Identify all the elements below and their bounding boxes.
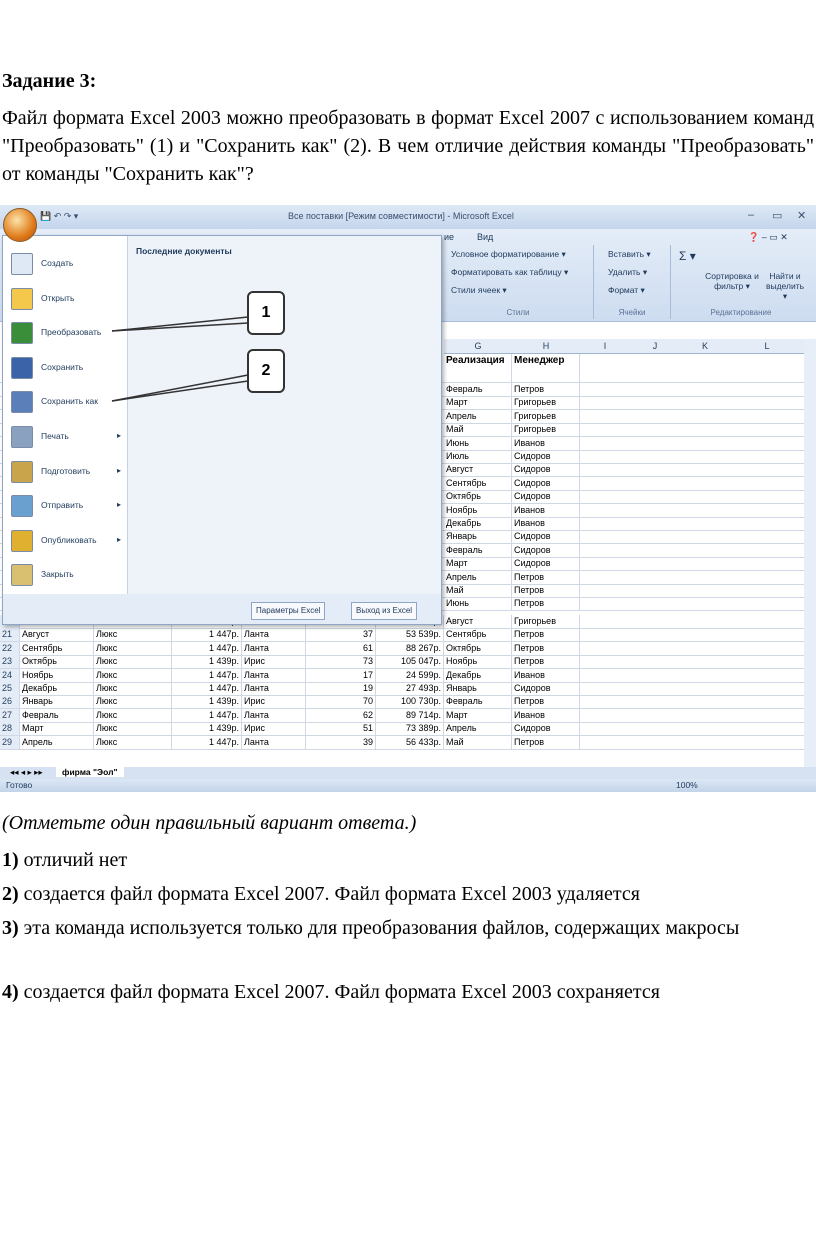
office-button[interactable]: [3, 208, 37, 242]
column-header[interactable]: H: [512, 339, 581, 354]
maximize-icon[interactable]: ▭: [772, 210, 783, 222]
table-cell[interactable]: Ирис: [242, 722, 306, 735]
send-icon: [11, 495, 33, 517]
editing-group: [671, 245, 811, 319]
table-cell[interactable]: Сентябрь: [444, 628, 512, 641]
table-cell[interactable]: Сидоров: [512, 544, 580, 557]
table-cell[interactable]: Люкс: [94, 682, 172, 695]
sheet-tabs-bar: [0, 767, 816, 779]
office-menu-item[interactable]: [3, 419, 127, 453]
table-cell[interactable]: Апрель: [444, 571, 512, 584]
table-cell[interactable]: Июль: [444, 450, 512, 463]
office-menu-item-label: Сохранить как: [41, 396, 98, 407]
answer-text: создается файл формата Excel 2007. Файл формата Excel 2003 удаляется: [23, 883, 640, 905]
column-header[interactable]: I: [580, 339, 631, 354]
table-cell[interactable]: Сидоров: [512, 530, 580, 543]
table-cell[interactable]: Февраль: [444, 695, 512, 708]
office-menu-item[interactable]: [3, 454, 127, 488]
table-cell[interactable]: Иванов: [512, 517, 580, 530]
table-cell[interactable]: Март: [444, 396, 512, 409]
table-cell[interactable]: Григорьев: [512, 423, 580, 436]
table-cell[interactable]: Петров: [512, 655, 580, 668]
table-cell[interactable]: Сентябрь: [20, 642, 94, 655]
ribbon-tab-partial[interactable]: ие: [444, 232, 455, 242]
cells-group: [594, 245, 671, 319]
save-icon: [11, 357, 33, 379]
table-cell[interactable]: Ланта: [242, 628, 306, 641]
table-row: [0, 695, 804, 709]
help-icon[interactable]: ❓ – ▭ ✕: [748, 232, 788, 242]
table-row: [0, 628, 804, 642]
table-cell[interactable]: 51: [306, 722, 376, 735]
table-cell[interactable]: 62: [306, 709, 376, 722]
table-cell[interactable]: Ланта: [242, 682, 306, 695]
submenu-arrow-icon: ▸: [117, 431, 122, 440]
table-cell[interactable]: Ноябрь: [20, 669, 94, 682]
table-cell[interactable]: 1 447р.: [172, 682, 242, 695]
table-cell[interactable]: Январь: [444, 682, 512, 695]
table-cell[interactable]: Октябрь: [20, 655, 94, 668]
table-cell[interactable]: Март: [444, 709, 512, 722]
table-cell[interactable]: Ирис: [242, 655, 306, 668]
table-cell[interactable]: 39: [306, 736, 376, 749]
table-row: [0, 709, 804, 723]
table-cell[interactable]: Ланта: [242, 736, 306, 749]
table-cell[interactable]: Декабрь: [444, 517, 512, 530]
close-doc-icon: [11, 564, 33, 586]
table-cell[interactable]: Сентябрь: [444, 477, 512, 490]
submenu-arrow-icon: ▸: [117, 465, 122, 475]
vertical-scrollbar[interactable]: [804, 339, 816, 767]
table-cell[interactable]: Петров: [512, 584, 580, 597]
find-select-button[interactable]: Найти и выделить ▾: [765, 271, 805, 301]
table-cell[interactable]: Февраль: [444, 383, 512, 396]
task-question: Файл формата Excel 2003 можно преобразовать в формат Excel 2007 с использованием команд "Преобразовать" (1) и "Сохранить как" (2). В чем отличие действия команды "Преобразовать" от команды "Сохранить как"?: [2, 107, 814, 185]
table-cell[interactable]: Ирис: [242, 695, 306, 708]
row-number[interactable]: 25: [0, 682, 20, 695]
table-cell[interactable]: Май: [444, 584, 512, 597]
table-cell[interactable]: Григорьев: [512, 615, 580, 628]
conditional-format-button[interactable]: Условное форматирование ▾: [451, 249, 566, 259]
table-cell[interactable]: Люкс: [94, 655, 172, 668]
office-menu-item-label: Опубликовать: [41, 534, 97, 545]
recent-documents-title: Последние документы: [136, 246, 232, 256]
row-number[interactable]: 22: [0, 642, 20, 655]
table-cell[interactable]: 1 439р.: [172, 695, 242, 708]
format-button[interactable]: Формат ▾: [608, 285, 645, 295]
table-cell[interactable]: 1 447р.: [172, 736, 242, 749]
table-cell[interactable]: Сидоров: [512, 490, 580, 503]
table-cell[interactable]: Сидоров: [512, 557, 580, 570]
answer-text: эта команда используется только для преобразования файлов, содержащих макросы: [23, 917, 740, 939]
row-number[interactable]: 21: [0, 628, 20, 641]
table-cell[interactable]: Май: [444, 423, 512, 436]
submenu-arrow-icon: ▸: [117, 500, 122, 510]
excel-titlebar: [0, 205, 816, 229]
table-cell[interactable]: Иванов: [512, 709, 580, 722]
table-cell[interactable]: Петров: [512, 628, 580, 641]
office-menu-item[interactable]: [3, 488, 127, 522]
format-as-table-button[interactable]: Форматировать как таблицу ▾: [451, 267, 569, 277]
office-menu-item[interactable]: [3, 315, 127, 349]
table-cell[interactable]: Октябрь: [444, 642, 512, 655]
table-cell[interactable]: 37: [306, 628, 376, 641]
table-row: [0, 682, 804, 696]
table-row: [0, 655, 804, 669]
answer-text: создается файл формата Excel 2007. Файл формата Excel 2003 сохраняется: [23, 981, 660, 1003]
office-menu-item[interactable]: [3, 523, 127, 557]
excel-screenshot: [0, 205, 816, 792]
table-cell[interactable]: 53 539р.: [376, 628, 444, 641]
table-cell[interactable]: 1 447р.: [172, 628, 242, 641]
table-cell[interactable]: 1 439р.: [172, 655, 242, 668]
table-cell[interactable]: Люкс: [94, 695, 172, 708]
office-menu-item-label: Преобразовать: [41, 327, 102, 338]
table-cell[interactable]: 73: [306, 655, 376, 668]
table-cell[interactable]: Ланта: [242, 642, 306, 655]
callout-2: 2: [247, 349, 285, 393]
office-menu-item[interactable]: [3, 281, 127, 315]
column-header[interactable]: K: [680, 339, 731, 354]
office-menu-commands: [3, 236, 128, 594]
column-header[interactable]: J: [630, 339, 681, 354]
table-cell[interactable]: Октябрь: [444, 490, 512, 503]
table-cell[interactable]: Февраль: [444, 544, 512, 557]
answer-2[interactable]: [2, 880, 814, 908]
answer-number: 1): [2, 849, 19, 871]
table-cell[interactable]: Март: [444, 557, 512, 570]
table-cell[interactable]: 1 439р.: [172, 722, 242, 735]
office-menu-item[interactable]: [3, 384, 127, 418]
header-cell[interactable]: Менеджер: [512, 354, 580, 382]
table-cell[interactable]: Сидоров: [512, 682, 580, 695]
table-cell[interactable]: Ноябрь: [444, 655, 512, 668]
table-cell[interactable]: 27 493р.: [376, 682, 444, 695]
table-cell[interactable]: Ноябрь: [444, 504, 512, 517]
table-cell[interactable]: 105 047р.: [376, 655, 444, 668]
excel-options-button[interactable]: Параметры Excel: [251, 602, 325, 620]
row-number[interactable]: 27: [0, 709, 20, 722]
table-cell[interactable]: 61: [306, 642, 376, 655]
table-cell[interactable]: Люкс: [94, 669, 172, 682]
table-cell[interactable]: Иванов: [512, 504, 580, 517]
table-cell[interactable]: Григорьев: [512, 410, 580, 423]
table-cell[interactable]: Иванов: [512, 669, 580, 682]
exit-excel-button[interactable]: Выход из Excel: [351, 602, 417, 620]
sum-icon[interactable]: Σ ▾: [679, 249, 696, 263]
office-menu-item-label: Открыть: [41, 292, 75, 303]
table-cell[interactable]: Люкс: [94, 628, 172, 641]
office-menu: [2, 235, 442, 625]
header-cell[interactable]: Реализация: [444, 354, 512, 382]
table-cell[interactable]: Григорьев: [512, 396, 580, 409]
table-cell[interactable]: Июнь: [444, 437, 512, 450]
table-cell[interactable]: Люкс: [94, 722, 172, 735]
table-cell[interactable]: Январь: [20, 695, 94, 708]
table-cell[interactable]: Сидоров: [512, 463, 580, 476]
prepare-icon: [11, 461, 33, 483]
row-number[interactable]: 28: [0, 722, 20, 735]
status-text: Готово: [6, 780, 33, 790]
office-menu-item-label: Отправить: [41, 500, 84, 511]
zoom-level[interactable]: 100%: [676, 780, 698, 790]
row-number[interactable]: 23: [0, 655, 20, 668]
table-cell[interactable]: Август: [20, 628, 94, 641]
table-cell[interactable]: 1 447р.: [172, 642, 242, 655]
answer-1[interactable]: [2, 846, 814, 874]
table-cell[interactable]: Ланта: [242, 709, 306, 722]
open-folder-icon: [11, 288, 33, 310]
table-cell[interactable]: 17: [306, 669, 376, 682]
print-icon: [11, 426, 33, 448]
table-cell[interactable]: 88 267р.: [376, 642, 444, 655]
table-cell[interactable]: 56 433р.: [376, 736, 444, 749]
table-cell[interactable]: Сидоров: [512, 450, 580, 463]
task-title: Задание 3:: [2, 70, 97, 92]
table-cell[interactable]: Петров: [512, 597, 580, 610]
recent-documents-panel: [128, 236, 441, 594]
table-cell[interactable]: Петров: [512, 642, 580, 655]
table-row: [0, 722, 804, 736]
row-number[interactable]: 29: [0, 736, 20, 749]
save-as-icon: [11, 391, 33, 413]
table-cell[interactable]: Петров: [512, 695, 580, 708]
table-cell[interactable]: Иванов: [512, 437, 580, 450]
table-cell[interactable]: Август: [444, 463, 512, 476]
table-cell[interactable]: Февраль: [20, 709, 94, 722]
office-menu-item[interactable]: [3, 246, 127, 280]
office-menu-item-label: Закрыть: [41, 569, 74, 580]
callout-1: 1: [247, 291, 285, 335]
ribbon-tab-view[interactable]: Вид: [477, 232, 494, 242]
table-row: [0, 642, 804, 656]
sheet-nav-icon[interactable]: ◂◂ ◂ ▸ ▸▸: [10, 767, 43, 777]
new-doc-icon: [11, 253, 33, 275]
table-cell[interactable]: 24 599р.: [376, 669, 444, 682]
answer-4[interactable]: [2, 978, 814, 1006]
table-cell[interactable]: Сидоров: [512, 477, 580, 490]
answer-number: 4): [2, 981, 19, 1003]
column-header[interactable]: L: [730, 339, 805, 354]
table-cell[interactable]: Люкс: [94, 642, 172, 655]
table-cell[interactable]: Петров: [512, 571, 580, 584]
answer-3[interactable]: [2, 914, 814, 942]
status-bar: [0, 779, 816, 792]
table-cell[interactable]: Декабрь: [444, 669, 512, 682]
styles-group-label: Стили: [506, 308, 530, 317]
instruction-note: (Отметьте один правильный вариант ответа.): [2, 812, 417, 834]
table-cell[interactable]: Сидоров: [512, 722, 580, 735]
table-cell[interactable]: 70: [306, 695, 376, 708]
table-cell[interactable]: Январь: [444, 530, 512, 543]
table-cell[interactable]: 1 447р.: [172, 669, 242, 682]
editing-group-label: Редактирование: [710, 308, 772, 317]
styles-group: [443, 245, 594, 319]
submenu-arrow-icon: ▸: [117, 534, 122, 544]
table-cell[interactable]: Люкс: [94, 736, 172, 749]
table-row: [0, 669, 804, 683]
table-cell[interactable]: Петров: [512, 383, 580, 396]
column-header[interactable]: G: [444, 339, 513, 354]
table-cell[interactable]: 89 714р.: [376, 709, 444, 722]
cells-group-label: Ячейки: [618, 308, 646, 317]
convert-icon: [11, 322, 33, 344]
office-menu-item[interactable]: [3, 350, 127, 384]
sort-filter-button[interactable]: Сортировка и фильтр ▾: [705, 271, 759, 291]
publish-icon: [11, 530, 33, 552]
minimize-icon[interactable]: –: [748, 209, 755, 221]
row-number[interactable]: 26: [0, 695, 20, 708]
table-cell[interactable]: Петров: [512, 736, 580, 749]
table-row: [0, 736, 804, 750]
answer-number: 3): [2, 917, 19, 939]
table-cell[interactable]: Апрель: [444, 410, 512, 423]
office-menu-item[interactable]: [3, 557, 127, 591]
window-title: Все поставки [Режим совместимости] - Microsoft Excel: [288, 211, 514, 221]
answer-number: 2): [2, 883, 19, 905]
table-cell[interactable]: Апрель: [444, 722, 512, 735]
office-menu-item-label: Создать: [41, 258, 74, 268]
table-cell[interactable]: 1 447р.: [172, 709, 242, 722]
delete-button[interactable]: Удалить ▾: [608, 267, 648, 277]
table-cell[interactable]: Август: [444, 615, 512, 628]
office-menu-footer: [3, 594, 441, 624]
row-number[interactable]: 24: [0, 669, 20, 682]
table-cell[interactable]: 19: [306, 682, 376, 695]
table-cell[interactable]: Ланта: [242, 669, 306, 682]
table-cell[interactable]: Июнь: [444, 597, 512, 610]
table-cell[interactable]: Апрель: [20, 736, 94, 749]
cell-styles-button[interactable]: Стили ячеек ▾: [451, 285, 507, 295]
office-menu-item-label: Сохранить: [41, 361, 84, 372]
insert-button[interactable]: Вставить ▾: [608, 249, 651, 259]
table-cell[interactable]: Люкс: [94, 709, 172, 722]
table-cell[interactable]: Декабрь: [20, 682, 94, 695]
table-cell[interactable]: Май: [444, 736, 512, 749]
table-cell[interactable]: 73 389р.: [376, 722, 444, 735]
quick-access-toolbar[interactable]: 💾 ↶ ↷ ▾: [40, 211, 79, 221]
sheet-tab[interactable]: фирма "Эол": [56, 767, 124, 777]
table-cell[interactable]: Март: [20, 722, 94, 735]
answer-text: отличий нет: [23, 849, 128, 871]
close-icon[interactable]: ✕: [797, 210, 807, 222]
office-menu-item-label: Печать: [41, 431, 69, 441]
table-cell[interactable]: 100 730р.: [376, 695, 444, 708]
office-menu-item-label: Подготовить: [41, 465, 91, 476]
